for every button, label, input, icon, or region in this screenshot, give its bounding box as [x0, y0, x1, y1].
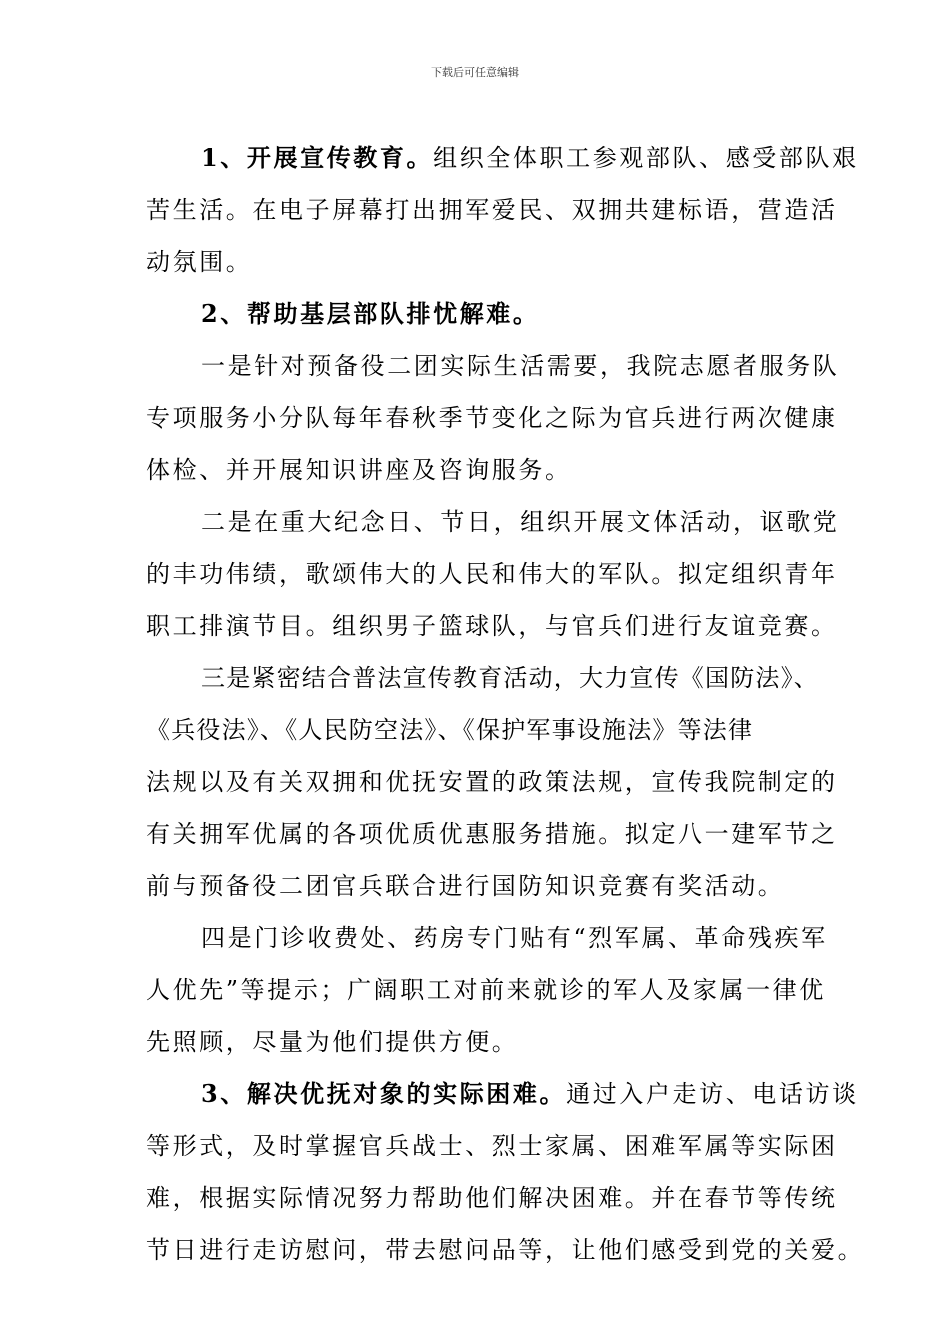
paragraph-4-line-1: 四是门诊收费处、药房专门贴有“烈军属、革命残疾军: [201, 924, 828, 952]
section-3-line-1: [146, 1068, 859, 1120]
paragraph-4-line-2: 人优先”等提示；广阔职工对前来就诊的军人及家属一律优: [146, 976, 826, 1004]
section-3-line-4: 节日进行走访慰问，带去慰问品等，让他们感受到党的关爱。: [146, 1236, 865, 1264]
section-3-text: 通过入户走访、电话访谈: [566, 1080, 859, 1108]
section-1-heading: 1、开展宣传教育。: [201, 143, 434, 172]
document-body: [146, 132, 865, 1276]
paragraph-3-line-3: 法规以及有关双拥和优抚安置的政策法规，宣传我院制定的: [146, 768, 838, 796]
paragraph-1-line-2: 专项服务小分队每年春秋季节变化之际为官兵进行两次健康: [146, 404, 838, 432]
section-3-line-3: 难，根据实际情况努力帮助他们解决困难。并在春节等传统: [146, 1184, 838, 1212]
page-header-note: 下载后可任意编辑: [431, 66, 519, 79]
section-1-line-2: 苦生活。在电子屏幕打出拥军爱民、双拥共建标语，营造活: [146, 196, 838, 224]
section-3-heading: 3、解决优抚对象的实际困难。: [201, 1079, 567, 1108]
section-1-line-3: 动氛围。: [146, 248, 253, 276]
section-2-heading: 2、帮助基层部队排忧解难。: [201, 299, 540, 328]
paragraph-3-line-1: 三是紧密结合普法宣传教育活动，大力宣传《国防法》、: [201, 664, 819, 692]
section-3-line-2: 等形式，及时掌握官兵战士、烈士家属、困难军属等实际困: [146, 1132, 838, 1160]
paragraph-2-line-2: 的丰功伟绩，歌颂伟大的人民和伟大的军队。拟定组织青年: [146, 560, 838, 588]
paragraph-2-line-1: 二是在重大纪念日、节日，组织开展文体活动，讴歌党: [201, 508, 840, 536]
paragraph-3-line-2: 《兵役法》、《人民防空法》、《保护军事设施法》等法律: [146, 716, 754, 744]
paragraph-4-line-3: 先照顾，尽量为他们提供方便。: [146, 1028, 519, 1056]
paragraph-3-line-5: 前与预备役二团官兵联合进行国防知识竞赛有奖活动。: [146, 872, 785, 900]
paragraph-2-line-3: 职工排演节目。组织男子篮球队，与官兵们进行友谊竞赛。: [146, 612, 838, 640]
paragraph-1-line-1: 一是针对预备役二团实际生活需要，我院志愿者服务队: [201, 352, 840, 380]
section-1-text: 组织全体职工参观部队、感受部队艰: [433, 144, 859, 172]
section-1-line-1: [146, 132, 859, 184]
paragraph-1-line-3: 体检、并开展知识讲座及咨询服务。: [146, 456, 572, 484]
paragraph-3-line-4: 有关拥军优属的各项优质优惠服务措施。拟定八一建军节之: [146, 820, 838, 848]
